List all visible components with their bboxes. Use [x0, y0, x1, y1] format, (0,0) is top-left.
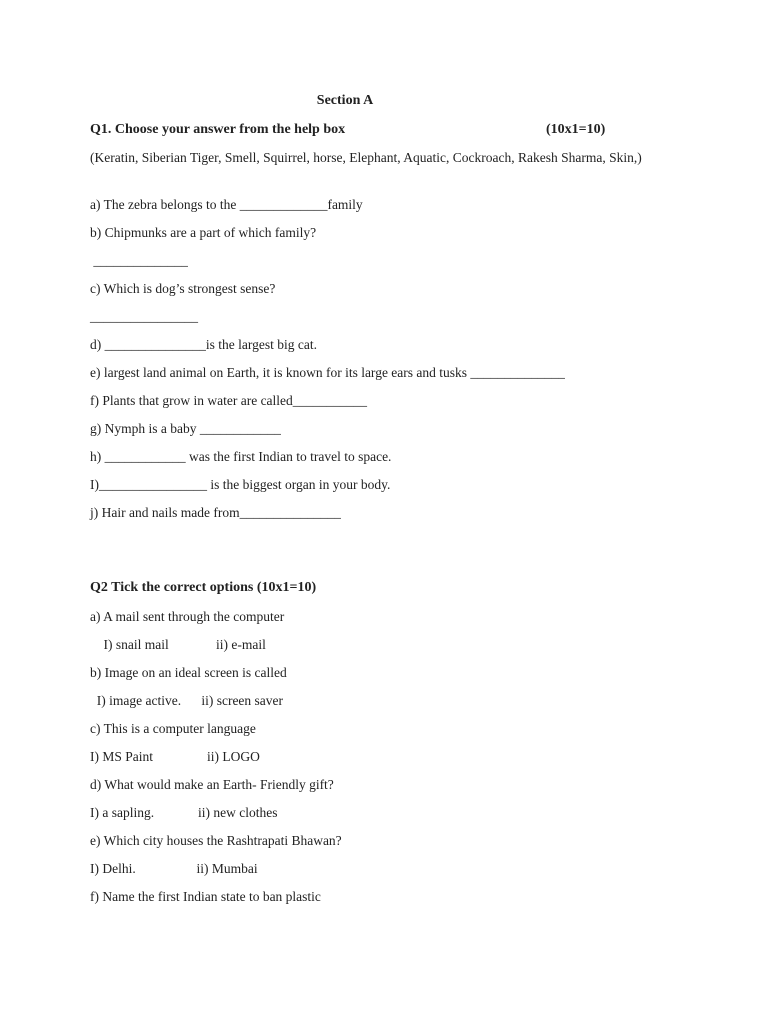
q1-title: Q1. Choose your answer from the help box: [90, 122, 346, 137]
q2-item-f: f) Name the first Indian state to ban plastic: [90, 889, 321, 904]
q2-item-e-options: I) Delhi. ii) Mumbai: [90, 861, 258, 876]
q1-item-c: c) Which is dog’s strongest sense?: [90, 281, 276, 296]
q2-item-c: c) This is a computer language: [90, 721, 256, 736]
q1-item-g: g) Nymph is a baby ____________: [90, 421, 281, 436]
q2-item-c-options: I) MS Paint ii) LOGO: [90, 749, 260, 764]
q1-item-e: e) largest land animal on Earth, it is known for its large ears and tusks ______________: [90, 365, 565, 380]
q1-item-a: a) The zebra belongs to the _____________family: [90, 197, 363, 212]
q2-item-b: b) Image on an ideal screen is called: [90, 665, 287, 680]
q2-item-b-options: I) image active. ii) screen saver: [90, 693, 284, 708]
q2-item-d-options: I) a sapling. ii) new clothes: [90, 805, 278, 820]
q2-item-a: a) A mail sent through the computer: [90, 609, 285, 624]
q1-item-f: f) Plants that grow in water are called___________: [90, 393, 368, 408]
q2-item-d: d) What would make an Earth- Friendly gift?: [90, 777, 334, 792]
q1-marks: (10x1=10): [546, 122, 606, 137]
q1-item-i: I)________________ is the biggest organ in your body.: [90, 477, 391, 492]
q2-item-e: e) Which city houses the Rashtrapati Bhawan?: [90, 833, 342, 848]
q1-item-d: d) _______________is the largest big cat.: [90, 337, 317, 352]
q1-help-box: (Keratin, Siberian Tiger, Smell, Squirrel, horse, Elephant, Aquatic, Cockroach, Rakesh Sharma, Skin,): [90, 150, 642, 165]
q2-title: Q2 Tick the correct options (10x1=10): [90, 580, 317, 595]
section-title: Section A: [316, 93, 374, 108]
q2-item-a-options: I) snail mail ii) e-mail: [90, 637, 266, 652]
q1-item-b-blank: ______________: [90, 253, 188, 268]
q1-item-h: h) ____________ was the first Indian to travel to space.: [90, 449, 392, 464]
q1-item-b: b) Chipmunks are a part of which family?: [90, 225, 317, 240]
q1-item-c-blank: ________________: [90, 309, 198, 324]
q1-item-j: j) Hair and nails made from_______________: [90, 505, 341, 520]
